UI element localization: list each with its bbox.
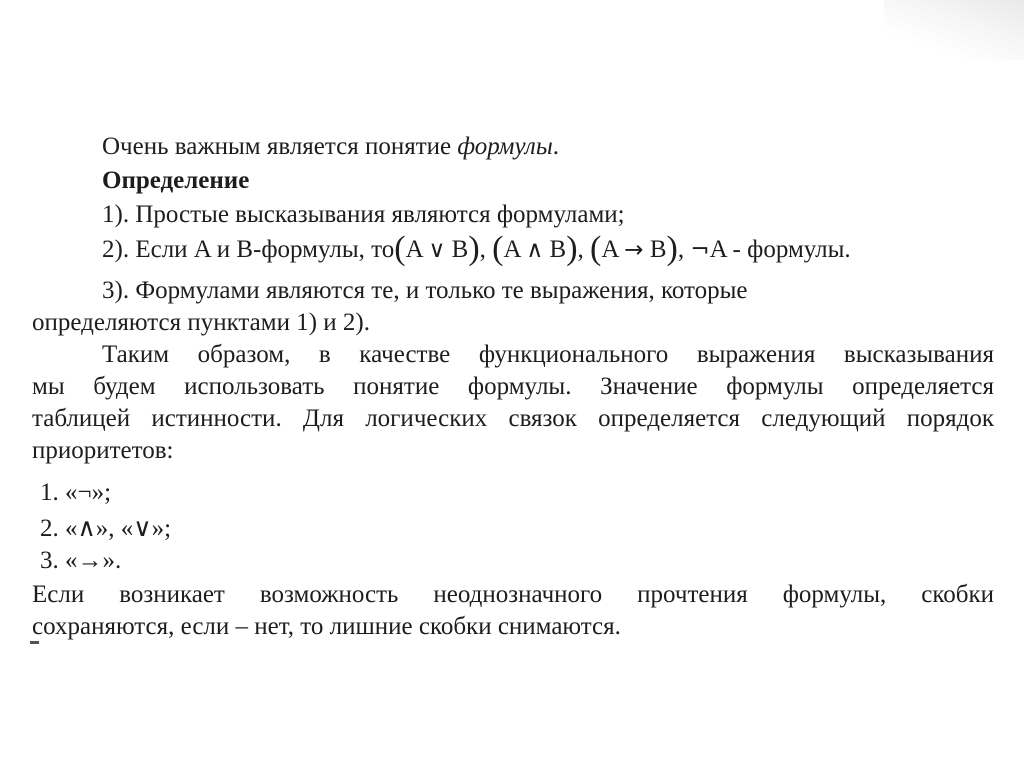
priority-item-3: 3. «→». <box>40 547 122 574</box>
intro-line <box>102 132 559 161</box>
and-symbol: ∧ <box>526 237 544 263</box>
item2-prefix: 2). Если A и B-формулы, то <box>102 236 395 263</box>
formula-operand: B <box>649 236 667 263</box>
definition-item-3-line-2: определяются пунктами 1) и 2). <box>32 309 370 336</box>
priority-item-2: 2. «∧», «∨»; <box>40 515 172 542</box>
intro-end: . <box>552 133 560 160</box>
formula-operand: A <box>405 236 423 263</box>
page-corner-shadow <box>884 0 1024 60</box>
negation-symbol: ¬ <box>690 237 710 263</box>
item2-suffix: - формулы. <box>726 236 851 263</box>
formula-operand: B <box>549 236 567 263</box>
paragraph-line-2: мы будем использовать понятие формулы. Значение формулы определяется <box>32 373 994 400</box>
formula-operand: A <box>503 236 521 263</box>
intro-text: Очень важным является понятие <box>102 133 458 160</box>
paragraph-line-1: Таким образом, в качестве функционального выражения высказывания <box>102 341 994 368</box>
definition-item-2: 2). Если A и B-формулы, то(A ∨ B), (A ∧ B), (A → B), ¬A - формулы. <box>102 230 851 267</box>
or-symbol: ∨ <box>428 237 446 263</box>
priority-item-1: 1. «¬»; <box>40 479 112 506</box>
closing-line-1: Если возникает возможность неоднозначного прочтения формулы, скобки <box>32 581 994 608</box>
definition-heading: Определение <box>102 167 250 194</box>
formula-operand: A <box>601 236 619 263</box>
implication-symbol: → <box>624 237 644 263</box>
formula-operand: B <box>451 236 469 263</box>
formula-operand: A <box>709 236 727 263</box>
closing-line-2: сохраняются, если – нет, то лишние скобки снимаются. <box>32 613 621 640</box>
paragraph-line-3: таблицей истинности. Для логических связок определяется следующий порядок <box>32 405 994 432</box>
intro-term: формулы <box>457 133 553 160</box>
paragraph-line-4: приоритетов: <box>32 437 174 464</box>
definition-item-3-line-1: 3). Формулами являются те, и только те выражения, которые <box>102 277 748 304</box>
stray-mark <box>30 641 39 644</box>
definition-item-1: 1). Простые высказывания являются формулами; <box>102 201 625 228</box>
